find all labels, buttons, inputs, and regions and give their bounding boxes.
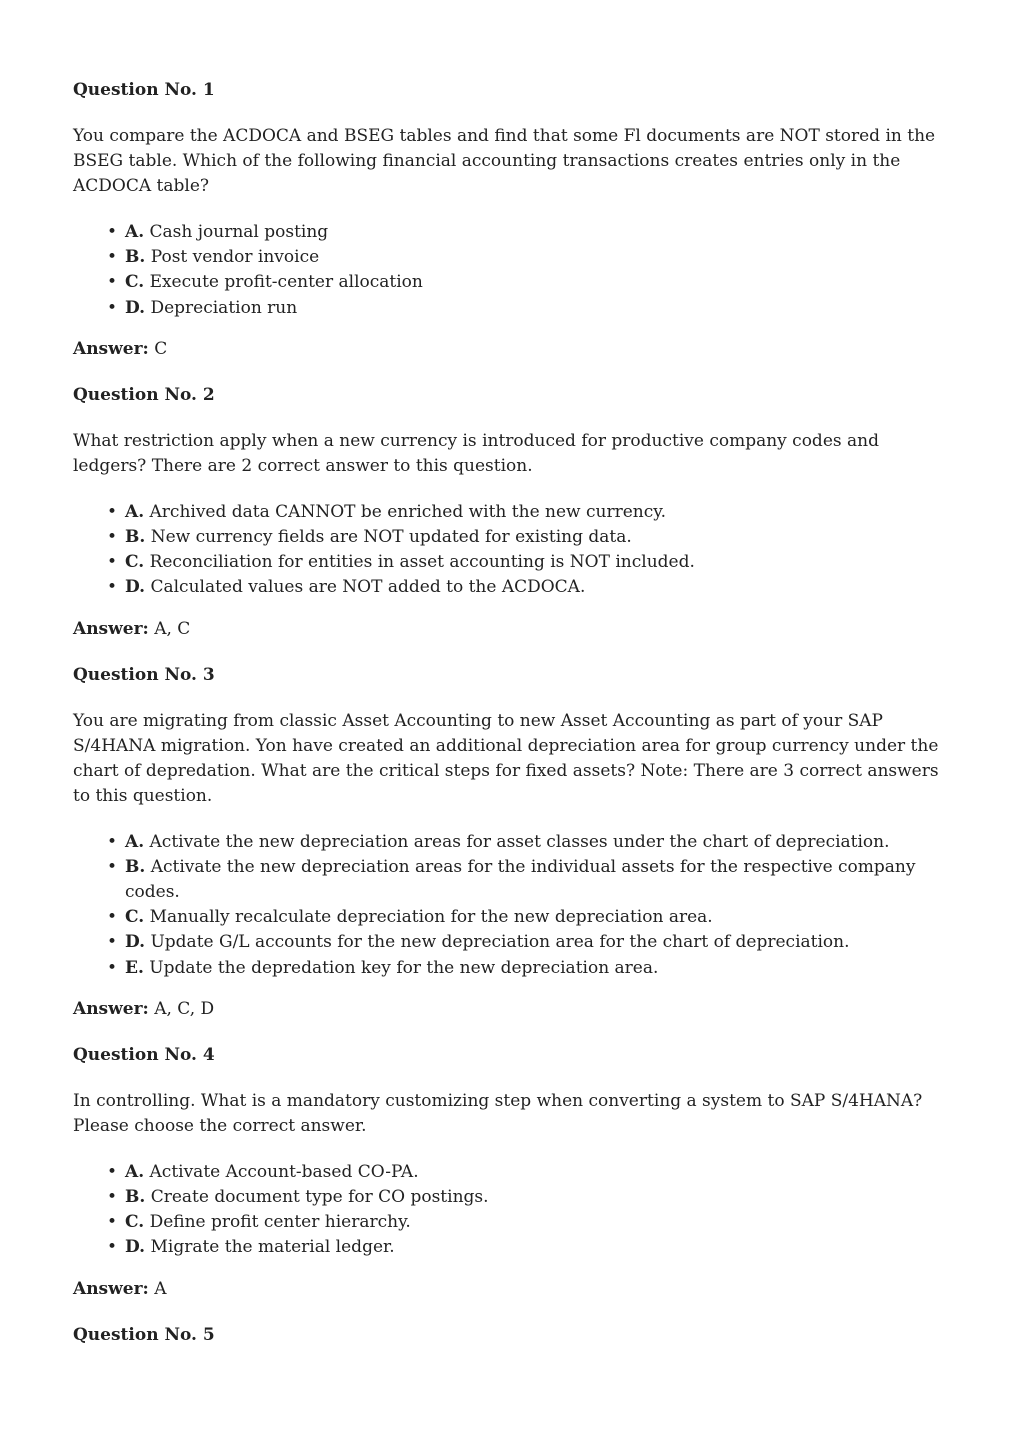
question-5 (73, 1323, 951, 1348)
answer-label: Answer: (73, 998, 149, 1019)
option-item (73, 1185, 951, 1210)
question-text: What restriction apply when a new currency is introduced for productive company codes and ledgers? There are 2 correct answer to this question. (73, 430, 879, 476)
option-letter: C. (125, 272, 145, 293)
question-1 (73, 78, 951, 362)
option-item (73, 270, 951, 295)
option-text: Depreciation run (150, 297, 298, 318)
option-letter: D. (125, 297, 146, 318)
answer-value: C (154, 338, 168, 359)
answer-label: Answer: (73, 1278, 149, 1299)
question-title: Question No. 4 (73, 1044, 215, 1065)
question-title: Question No. 2 (73, 384, 215, 405)
option-item (73, 855, 951, 905)
question-title: Question No. 1 (73, 80, 215, 100)
question-text: You compare the ACDOCA and BSEG tables and find that some Fl documents are NOT stored in the BSEG table. Which of the following financial accounting transactions creates entries only in the ACDOCA table? (73, 126, 936, 196)
option-text: Activate the new depreciation areas for the individual assets for the respective company codes. (125, 856, 916, 903)
option-list (73, 830, 951, 981)
option-text: Update G/L accounts for the new depreciation area for the chart of depreciation. (150, 932, 850, 953)
option-item (73, 500, 951, 525)
option-text: Create document type for CO postings. (150, 1187, 489, 1208)
option-text: New currency fields are NOT updated for existing data. (150, 527, 632, 548)
answer-line (73, 617, 951, 642)
option-text: Manually recalculate depreciation for the new depreciation area. (149, 907, 713, 928)
question-text: You are migrating from classic Asset Accounting to new Asset Accounting as part of your SAP S/4HANA migration. Yon have created an additional depreciation area for group currency under the chart of depredation. What are the critical steps for fixed assets? Note: There are 3 correct answers to this question. (73, 710, 939, 806)
answer-line (73, 1277, 951, 1302)
option-letter: A. (125, 1161, 145, 1182)
question-4 (73, 1043, 951, 1302)
option-letter: A. (125, 831, 145, 852)
option-letter: E. (125, 957, 144, 978)
question-title: Question No. 3 (73, 664, 215, 685)
option-item (73, 830, 951, 855)
option-item (73, 550, 951, 575)
answer-value: A, C (154, 618, 191, 639)
option-text: Update the depredation key for the new depreciation area. (149, 957, 659, 978)
option-letter: A. (125, 222, 145, 242)
option-letter: B. (125, 527, 146, 548)
option-letter: A. (125, 501, 145, 522)
option-letter: C. (125, 1212, 145, 1233)
question-3 (73, 663, 951, 1022)
answer-line (73, 997, 951, 1022)
option-letter: D. (125, 1237, 146, 1258)
option-text: Cash journal posting (149, 222, 329, 242)
option-list (73, 220, 951, 321)
option-item (73, 930, 951, 955)
option-item (73, 1160, 951, 1185)
answer-value: A, C, D (154, 998, 215, 1019)
answer-value: A (154, 1278, 167, 1299)
option-text: Migrate the material ledger. (150, 1237, 395, 1258)
option-letter: D. (125, 577, 146, 598)
question-text: In controlling. What is a mandatory customizing step when converting a system to SAP S/4HANA? Please choose the correct answer. (73, 1090, 923, 1136)
option-list (73, 1160, 951, 1261)
option-item (73, 1210, 951, 1235)
option-letter: B. (125, 856, 146, 877)
option-item (73, 905, 951, 930)
option-item (73, 245, 951, 270)
option-text: Post vendor invoice (150, 247, 320, 268)
option-item (73, 220, 951, 245)
option-item (73, 1235, 951, 1260)
option-item (73, 956, 951, 981)
option-list (73, 500, 951, 601)
option-text: Calculated values are NOT added to the ACDOCA. (150, 577, 586, 598)
answer-label: Answer: (73, 338, 149, 359)
option-text: Activate the new depreciation areas for asset classes under the chart of depreciation. (149, 831, 890, 852)
option-letter: C. (125, 907, 145, 928)
answer-label: Answer: (73, 618, 149, 639)
answer-line (73, 337, 951, 362)
option-text: Execute profit-center allocation (149, 272, 423, 293)
option-letter: B. (125, 247, 146, 268)
option-item (73, 296, 951, 321)
option-letter: B. (125, 1187, 146, 1208)
option-letter: C. (125, 552, 145, 573)
option-letter: D. (125, 932, 146, 953)
option-text: Reconciliation for entities in asset accounting is NOT included. (149, 552, 695, 573)
option-text: Activate Account-based CO-PA. (149, 1161, 419, 1182)
option-item (73, 575, 951, 600)
option-text: Archived data CANNOT be enriched with the new currency. (149, 501, 666, 522)
question-title: Question No. 5 (73, 1324, 215, 1345)
option-text: Define profit center hierarchy. (149, 1212, 411, 1233)
option-item (73, 525, 951, 550)
question-2 (73, 383, 951, 642)
